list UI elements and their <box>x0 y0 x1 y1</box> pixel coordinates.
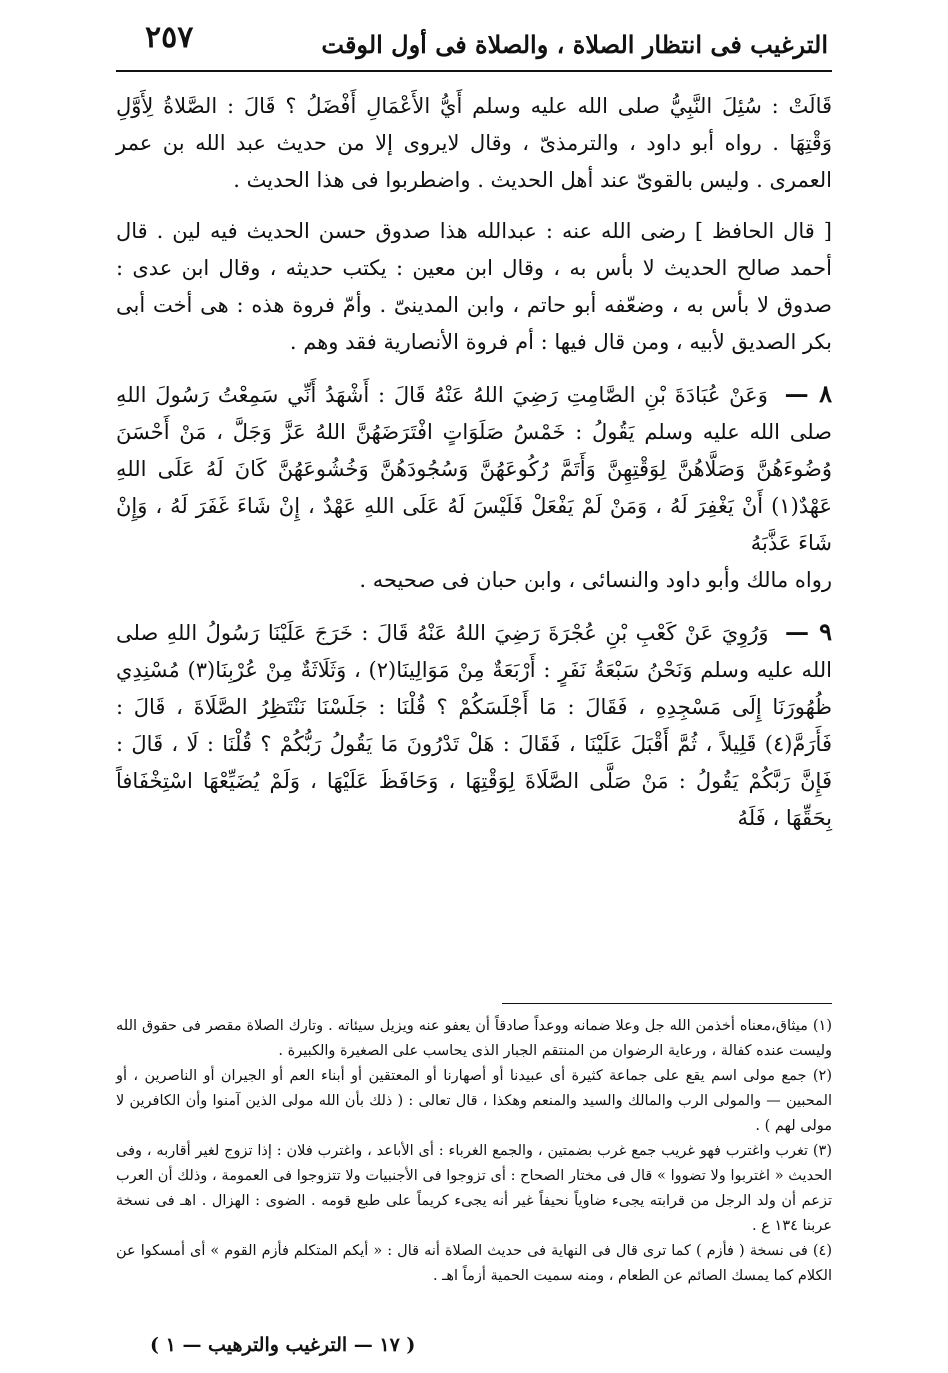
paragraph-1: قَالَتْ : سُئِلَ النَّبِيُّ صلى الله عليه وسلم أَيُّ الأَعْمَالِ أَفْضَلُ ؟ قَالَ : الصَّلاةُ لِأَوَّلِ وَقْتِهَا . رواه أبو داود ، والترمذىّ ، وقال لايروى إلا من حديث عبد الله بن عمر العمرى . وليس بالقوىّ عند أهل الحديث . واضطربوا فى هذا الحديث . <box>116 94 832 192</box>
header-rule <box>116 70 832 72</box>
running-header <box>120 22 828 66</box>
footnote-2: (٢) جمع مولى اسم يقع على جماعة كثيرة أى عبيدنا أو أصهارنا أو المعتقين أو أبناء العم أو الجيران أو الناصرين ، أو المحبين — والمولى الرب والمالك والسيد والمنعم وهكذا ، قال تعالى : ( ذلك بأن الله مولى الذين آمنوا وأن الكافرين لا مولى لهم ) . <box>116 1068 832 1134</box>
footnote-3: (٣) تغرب واغترب فهو غريب جمع غرب بضمتين ، والجمع الغرباء : أى الأباعد ، واغترب فلان : إذا تزوج لغير أقاربه ، وفى الحديث « اغتربوا ولا تضووا » قال فى مختار الصحاح : أى تزوجوا فى الأجنبيات ولا تتزوجوا فى العمومة ، وذلك أن العرب تزعم أن ولد الرجل من قرابته يجىء ضاوياً نحيفاً غير أنه يجىء كريماً على طبع قومه . الضوى : الهزال . اهـ فى نسخة عربنا ١٣٤ ع . <box>116 1143 832 1234</box>
paragraph-2: [ قال الحافظ ] رضى الله عنه : عبدالله هذا صدوق حسن الحديث فيه لين . قال أحمد صالح الحديث لا بأس به ، وقال ابن معين : يكتب حديثه ، وقال ابن عدى : صدوق لا بأس به ، وضعّفه أبو حاتم ، وابن المدينىّ . وأمّ فروة هذه : هى أخت أبى بكر الصديق لأبيه ، ومن قال فيها : أم فروة الأنصارية فقد وهم . <box>116 219 832 354</box>
hadith-number-9: ٩ — <box>785 617 832 646</box>
page-number: ٢٥٧ <box>145 20 194 55</box>
main-text <box>116 88 832 851</box>
hadith-number-8: ٨ — <box>784 379 832 408</box>
footnote-1: (١) ميثاق،معناه أخذمن الله جل وعلا ضمانه ووعداً صادقاً أن يعفو عنه ويزيل سيئاته . وتارك الصلاة مقصر فى حقوق الله وليست عنده كفالة ، ورعاية الرضوان من المنتقم الجبار الذى يحاسب على الصغيرة والكبيرة . <box>116 1018 832 1059</box>
hadith-8 <box>116 375 832 599</box>
signature-line: ( ١٧ — الترغيب والترهيب — ١ ) <box>150 1334 416 1356</box>
hadith-8-text: وَعَنْ عُبَادَةَ بْنِ الصَّامِتِ رَضِيَ اللهُ عَنْهُ قَالَ : أَشْهَدُ أَنِّي سَمِعْتُ رَسُولَ اللهِ صلى الله عليه وسلم يَقُولُ : خَمْسُ صَلَوَاتٍ افْتَرَضَهُنَّ اللهُ عَزَّ وَجَلَّ ، مَنْ أَحْسَنَ وُضُوءَهُنَّ وَصَلَّاهُنَّ لِوَقْتِهِنَّ وَأَتَمَّ رُكُوعَهُنَّ وَسُجُودَهُنَّ وَخُشُوعَهُنَّ كَانَ لَهُ عَلَى اللهِ عَهْدٌ(١) أَنْ يَغْفِرَ لَهُ ، وَمَنْ لَمْ يَفْعَلْ فَلَيْسَ لَهُ عَلَى اللهِ عَهْدٌ ، إِنْ شَاءَ غَفَرَ لَهُ ، وَإِنْ شَاءَ عَذَّبَهُ <box>116 383 832 555</box>
running-title: الترغيب فى انتظار الصلاة ، والصلاة فى أول الوقت <box>321 29 828 59</box>
hadith-8-source: رواه مالك وأبو داود والنسائى ، وابن حبان فى صحيحه . <box>359 568 832 592</box>
footnote-rule <box>502 1003 832 1004</box>
hadith-9 <box>116 613 832 837</box>
footnote-4: (٤) فى نسخة ( فأزم ) كما ترى قال فى النهاية فى حديث الصلاة أنه قال : « أيكم المتكلم فأزم القوم » أى أمسكوا عن الكلام كما يمسك الصائم عن الطعام ، ومنه سميت الحمية أزماً اهـ . <box>116 1243 832 1284</box>
footnotes <box>116 1014 832 1289</box>
hadith-9-text: وَرُوِيَ عَنْ كَعْبِ بْنِ عُجْرَةَ رَضِيَ اللهُ عَنْهُ قَالَ : خَرَجَ عَلَيْنَا رَسُولُ اللهِ صلى الله عليه وسلم وَنَحْنُ سَبْعَةُ نَفَرٍ : أَرْبَعَةٌ مِنْ مَوَالِينَا(٢) ، وَثَلَاثَةٌ مِنْ عُرْبِنَا(٣) مُسْنِدِي ظُهُورَنَا إِلَى مَسْجِدِهِ ، فَقَالَ : مَا أَجْلَسَكُمْ ؟ قُلْنَا : جَلَسْنَا نَنْتَظِرُ الصَّلَاةَ ، قَالَ : فَأَرَمَّ(٤) قَلِيلاً ، ثُمَّ أَقْبَلَ عَلَيْنَا ، فَقَالَ : هَلْ تَدْرُونَ مَا يَقُولُ رَبُّكُمْ ؟ قُلْنَا : لَا ، قَالَ : فَإِنَّ رَبَّكُمْ يَقُولُ : مَنْ صَلَّى الصَّلَاةَ لِوَقْتِهَا ، وَحَافَظَ عَلَيْهَا ، وَلَمْ يُضَيِّعْهَا اسْتِخْفَافاً بِحَقِّهَا ، فَلَهُ <box>116 621 832 830</box>
